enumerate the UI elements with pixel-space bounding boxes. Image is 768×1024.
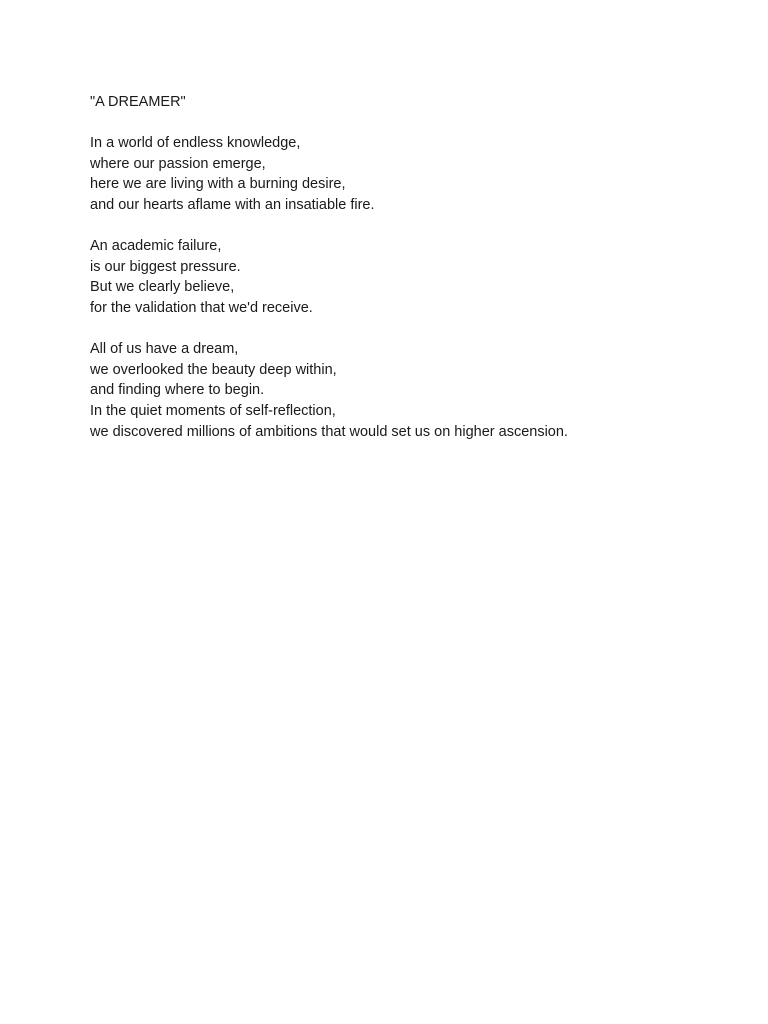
poem-line: In a world of endless knowledge,: [90, 135, 301, 152]
stanza-1: [90, 133, 768, 215]
poem-line: But we clearly believe,: [90, 279, 235, 296]
poem-line: In the quiet moments of self-reflection,: [90, 402, 336, 419]
poem-line: we overlooked the beauty deep within,: [90, 361, 337, 378]
stanza-3: [90, 339, 768, 442]
poem-line: All of us have a dream,: [90, 341, 239, 358]
poem-line: for the validation that we'd receive.: [90, 299, 313, 316]
poem-line: is our biggest pressure.: [90, 258, 241, 275]
stanza-2: [90, 236, 768, 318]
poem-line: here we are living with a burning desire,: [90, 176, 346, 193]
poem-line: and our hearts aflame with an insatiable fire.: [90, 196, 375, 213]
poem-line: we discovered millions of ambitions that would set us on higher ascension.: [90, 423, 568, 440]
poem-line: and finding where to begin.: [90, 382, 265, 399]
poem-title: "A DREAMER": [90, 94, 186, 110]
poem-line: where our passion emerge,: [90, 155, 266, 172]
poem-line: An academic failure,: [90, 238, 222, 255]
